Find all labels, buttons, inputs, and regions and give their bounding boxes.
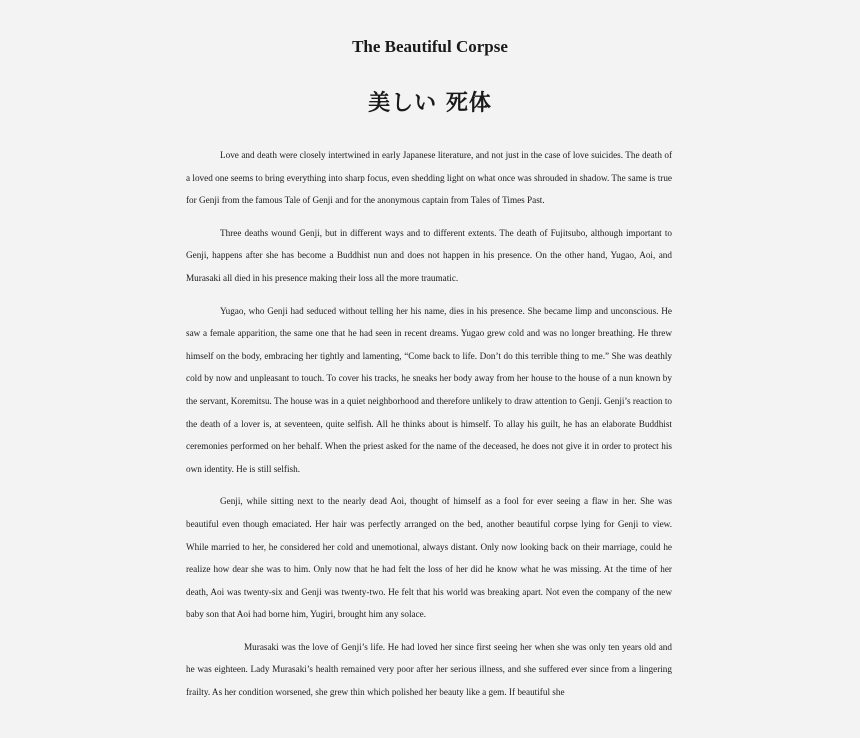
document-title: The Beautiful Corpse [352,37,508,56]
paragraph-2: Three deaths wound Genji, but in different ways and to different extents. The death of Fujitsubo, although important to Genji, happens after she has become a Buddhist nun and does not happen in his presence. On the other hand, Yugao, Aoi, and Murasaki all died in his presence making their loss all the more traumatic. [186,227,672,283]
paragraph-4: Genji, while sitting next to the nearly dead Aoi, thought of himself as a fool for ever seeing a flaw in her. She was beautiful even though emaciated. Her hair was perfectly arranged on the bed, another beautiful corpse lying for Genji to view. While married to her, he considered her cold and unemotional, always distant. Only now looking back on their marriage, could he realize how dear she was to him. Only now that he had felt the loss of her did he know what he was missing. At the time of her death, Aoi was twenty-six and Genji was twenty-two. He felt that his world was breaking apart. Not even the company of the new baby son that Aoi had borne him, Yugiri, brought him any solace. [186,496,672,620]
paragraph-1: Love and death were closely intertwined in early Japanese literature, and not just in the case of love suicides. The death of a loved one seems to bring everything into sharp focus, even shedding light on what once was shrouded in shadow. The same is true for Genji from the famous Tale of Genji and for the anonymous captain from Tales of Times Past. [186,150,672,206]
japanese-title: 美しい 死体 [368,91,492,116]
paragraph-3: Yugao, who Genji had seduced without telling her his name, dies in his presence. She became limp and unconscious. He saw a female apparition, the same one that he had seen in recent dreams. Yugao grew cold and was no longer breathing. He threw himself on the body, embracing her tightly and lamenting, “Come back to life. Don’t do this terrible thing to me.” She was deathly cold by now and unpleasant to touch. To cover his tracks, he sneaks her body away from her house to the house of a nun known by the servant, Koremitsu. The house was in a quiet neighborhood and therefore unlikely to draw attention to Genji. Genji’s reaction to the death of a lover is, at seventeen, quite selfish. All he thinks about is himself. To allay his guilt, he has an elaborate Buddhist ceremonies performed on her behalf. When the priest asked for the name of the deceased, he does not give it in order to protect his own identity. He is still selfish. [186,305,672,474]
document-body [186,144,672,714]
paragraph-5: Murasaki was the love of Genji’s life. He had loved her since first seeing her when she was only ten years old and he was eighteen. Lady Murasaki’s health remained very poor after her serious illness, and she suffered ever since from a lingering frailty. As her condition worsened, she grew thin which polished her beauty like a gem. If beautiful she [186,641,672,698]
